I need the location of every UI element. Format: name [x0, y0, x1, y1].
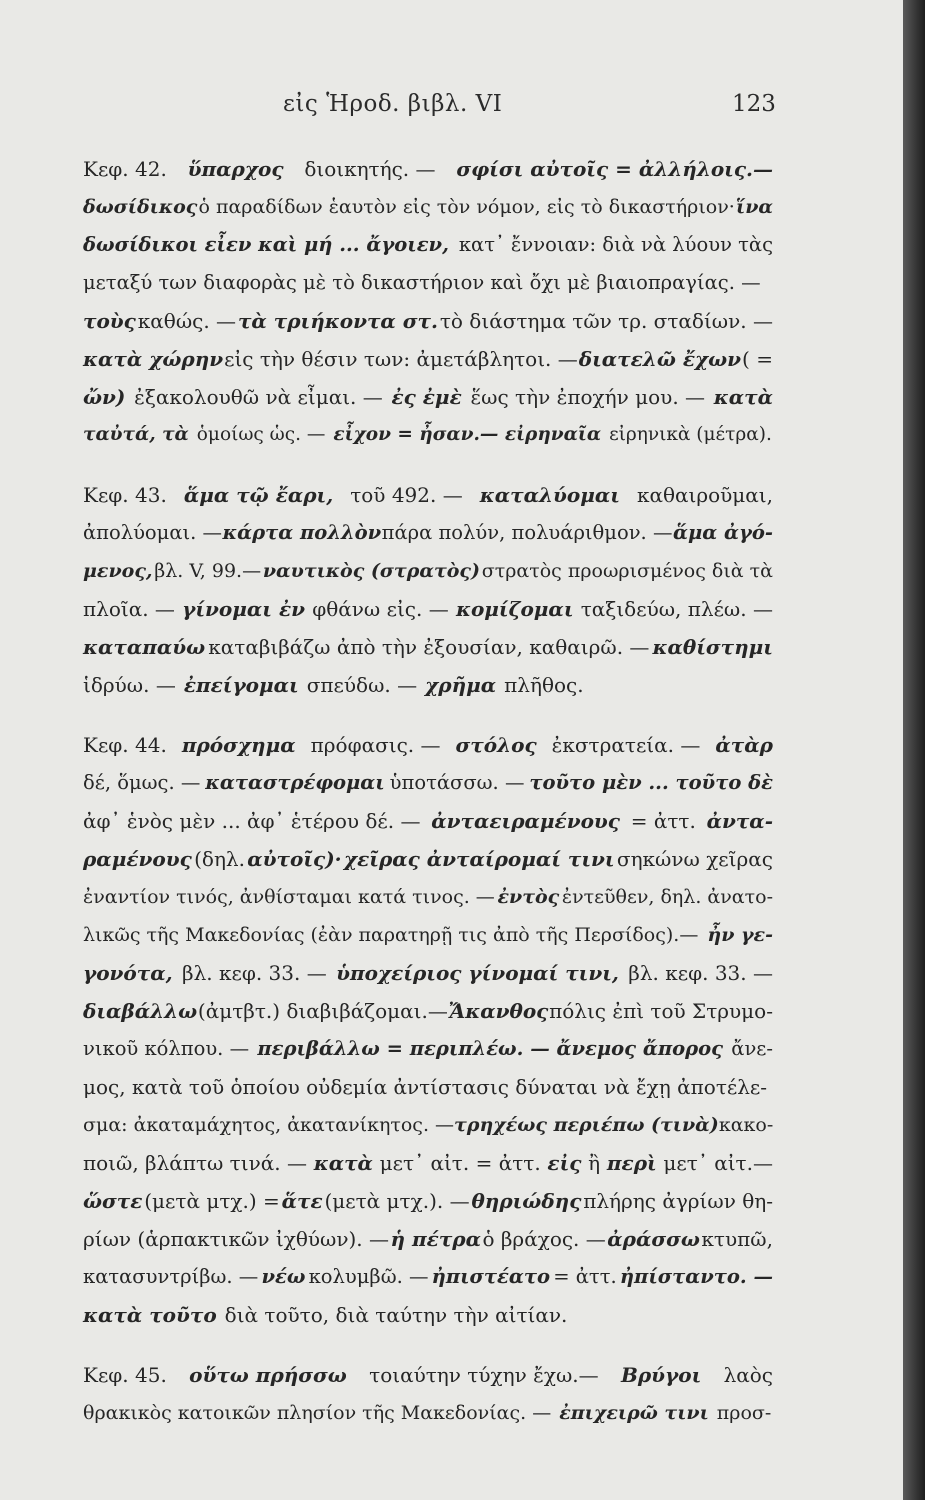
headword: ἠπίσταντο. —	[619, 1265, 773, 1288]
text-line	[83, 726, 773, 764]
gloss-text: βλ. κεφ. 33. —	[628, 961, 773, 985]
headword: κατὰ χώρην	[83, 347, 224, 371]
gloss-text: = ἀττ.	[630, 809, 696, 833]
headword: ραμένους	[83, 847, 192, 871]
gloss-text: Κεφ. 45.	[83, 1363, 167, 1387]
headword: ἀντα-	[706, 809, 773, 833]
gloss-text: πόλις ἐπὶ τοῦ Στρυμο-	[549, 999, 773, 1023]
headword: χρῆμα	[425, 673, 497, 697]
gloss-text: Κεφ. 42.	[83, 157, 167, 181]
gloss-text: τοιαύτην τύχην ἔχω.—	[369, 1363, 599, 1387]
gloss-text: (μετὰ μτχ.). —	[324, 1189, 470, 1213]
headword: αὐτοῖς)·	[247, 847, 342, 871]
text-line	[83, 1296, 773, 1334]
gloss-text: φθάνω εἰς. —	[312, 597, 449, 621]
headword: τρηχέως περιέπω (τινὰ)	[454, 1114, 719, 1136]
gloss-text: λαὸς	[723, 1363, 773, 1387]
running-title: εἰς Ἡροδ. βιβλ. VI	[283, 91, 503, 117]
headword: γονότα,	[83, 961, 173, 985]
text-line	[83, 840, 773, 878]
gloss-text: θρακικὸς κατοικῶν πλησίον τῆς Μακεδονίας. —	[83, 1402, 552, 1424]
headword: καταστρέφομαι	[205, 771, 385, 794]
headword: διατελῶ ἔχων	[578, 347, 742, 371]
page-edge	[903, 0, 925, 1500]
gloss-text: τοῦ 492. —	[350, 483, 463, 507]
headword: κατὰ τοῦτο	[83, 1303, 217, 1327]
headword: ἦν γε-	[707, 924, 773, 946]
gloss-text: ἐναντίον τινός, ἀνθίσταμαι κατά τινος. —	[83, 886, 495, 908]
headword: ἐς ἐμὲ	[391, 385, 462, 409]
text-line	[83, 1106, 773, 1144]
gloss-text: ἀφ᾽ ἑνὸς μὲν ... ἀφ᾽ ἑτέρου δέ. —	[83, 809, 421, 833]
gloss-text: κτυπῶ,	[701, 1227, 773, 1251]
headword: τοῦτο μὲν ... τοῦτο δὲ	[529, 771, 773, 794]
headword: ἠπιστέατο	[431, 1265, 551, 1288]
headword: ἅμα τῷ ἔαρι,	[183, 483, 334, 507]
headword: Βρύγοι	[620, 1363, 702, 1387]
gloss-text: πλῆθος.	[504, 673, 584, 697]
text-line	[83, 1220, 773, 1258]
gloss-text: κακο-	[718, 1114, 774, 1136]
gloss-text: ποιῶ, βλάπτω τινά. —	[83, 1151, 307, 1175]
gloss-text: ταξιδεύω, πλέω. —	[580, 597, 773, 621]
text-line	[83, 552, 773, 590]
text-line	[83, 514, 773, 552]
running-header	[0, 91, 903, 127]
gloss-text: πλοῖα. —	[83, 597, 175, 621]
text-line	[83, 992, 773, 1030]
text-line	[83, 1030, 773, 1068]
gloss-text: διὰ τοῦτο, διὰ ταύτην τὴν αἰτίαν.	[224, 1303, 568, 1327]
gloss-text: κατ᾽ ἔννοιαν: διὰ νὰ λύουν τὰς	[458, 233, 773, 256]
gloss-text: δέ, ὅμως. —	[83, 771, 201, 794]
headword: πρόσχημα	[181, 733, 296, 757]
gloss-text: καθώς. —	[137, 309, 237, 333]
gloss-text: καταβιβάζω ἀπὸ τὴν ἐξουσίαν, καθαιρῶ. —	[208, 635, 650, 659]
gloss-text: μος, κατὰ τοῦ ὁποίου οὐδεμία ἀντίστασις δύναται νὰ ἔχῃ ἀποτέλε-	[83, 1075, 768, 1099]
headword: σφίσι αὐτοῖς = ἀλλήλοις.—	[456, 157, 773, 181]
gloss-text: σπεύδω. —	[306, 673, 418, 697]
gloss-text: σμα: ἀκαταμάχητος, ἀκατανίκητος. —	[83, 1114, 455, 1136]
text-line	[83, 416, 773, 454]
text-line	[83, 802, 773, 840]
gloss-text: μετ᾽ αἰτ.—	[663, 1151, 773, 1175]
gloss-text: σηκώνω χεῖρας	[616, 847, 773, 871]
headword: ἀνταειραμένους	[431, 809, 620, 833]
headword: στόλος	[455, 733, 537, 757]
text-body	[83, 150, 773, 1454]
headword: ἐπιχειρῶ τινι	[559, 1402, 709, 1424]
headword: Ἄκανθος	[448, 999, 549, 1023]
headword: τοὺς	[83, 309, 136, 333]
gloss-text: μετ᾽ αἰτ. = ἀττ.	[379, 1151, 541, 1175]
gloss-text: ( =	[742, 347, 773, 371]
text-line	[83, 1182, 773, 1220]
headword: περὶ	[606, 1151, 657, 1175]
headword: ὤν)	[83, 385, 126, 409]
paragraph	[83, 726, 773, 1334]
text-line	[83, 476, 773, 514]
gloss-text: ἐξακολουθῶ νὰ εἶμαι. —	[134, 385, 383, 409]
gloss-text: εἰρηνικὰ (μέτρα).	[609, 424, 772, 445]
text-line	[83, 1068, 773, 1106]
headword: ἀράσσω	[607, 1227, 700, 1251]
headword: κατὰ	[713, 385, 773, 409]
headword: δωσίδικος	[83, 196, 198, 218]
headword: κάρτα πολλὸν	[222, 521, 382, 544]
text-line	[83, 590, 773, 628]
text-line	[83, 302, 773, 340]
gloss-text: ἕως τὴν ἐποχήν μου. —	[470, 385, 706, 409]
headword: οὕτω πρήσσω	[189, 1363, 347, 1387]
headword: ἀτὰρ	[715, 733, 773, 757]
gloss-text: τὸ διάστημα τῶν τρ. σταδίων. —	[439, 309, 773, 333]
gloss-text: ἢ	[588, 1151, 601, 1175]
headword: καθίστημι	[652, 635, 773, 659]
text-line	[83, 226, 773, 264]
gloss-text: καθαιροῦμαι,	[636, 483, 773, 507]
gloss-text: πλήρης ἀγρίων θη-	[583, 1189, 773, 1213]
headword: ἐντὸς	[497, 886, 560, 908]
gloss-text: Κεφ. 44.	[83, 733, 167, 757]
gloss-text: πρόφασις. —	[310, 733, 441, 757]
gloss-text: (μετὰ μτχ.) =	[144, 1189, 280, 1213]
gloss-text: ἀπολύομαι. —	[83, 521, 223, 544]
headword: εἰς	[547, 1151, 582, 1175]
headword: ναυτικὸς (στρατὸς)	[262, 560, 480, 582]
headword: δωσίδικοι εἶεν καὶ μή ... ἄγοιεν,	[83, 233, 449, 256]
headword: ὕπαρχος	[187, 157, 284, 181]
gloss-text: νικοῦ κόλπου. —	[83, 1037, 250, 1060]
gloss-text: προσ-	[716, 1402, 772, 1424]
headword: τὰ τριήκοντα στ.	[237, 309, 438, 333]
gloss-text: = ἀττ.	[553, 1265, 617, 1288]
headword: θηριώδης	[471, 1189, 582, 1213]
gloss-text: (ἀμτβτ.) διαβιβάζομαι.—	[197, 999, 448, 1023]
text-line	[83, 666, 773, 704]
gloss-text: ἄνε-	[731, 1037, 773, 1060]
gloss-text: ὁ παραδίδων ἑαυτὸν εἰς τὸν νόμον, εἰς τὸ δικαστήριον·	[198, 196, 735, 218]
gloss-text: (δηλ.	[194, 847, 245, 871]
headword: καταπαύω	[83, 635, 206, 659]
text-line	[83, 1394, 773, 1432]
headword: περιβάλλω = περιπλέω. — ἄνεμος ἄπορος	[257, 1037, 723, 1060]
text-line	[83, 878, 773, 916]
text-line	[83, 378, 773, 416]
gloss-text: ἱδρύω. —	[83, 673, 176, 697]
gloss-text: διοικητής. —	[304, 157, 436, 181]
text-line	[83, 628, 773, 666]
headword: νέω	[261, 1265, 306, 1288]
headword: κομίζομαι	[455, 597, 574, 621]
gloss-text: βλ. V, 99.—	[154, 560, 262, 582]
text-line	[83, 340, 773, 378]
gloss-text: κολυμβῶ. —	[308, 1265, 429, 1288]
gloss-text: κατασυντρίβω. —	[83, 1265, 259, 1288]
headword: ὑποχείριος γίνομαί τινι,	[336, 961, 619, 985]
headword: μενος,	[83, 560, 153, 582]
paragraph	[83, 1356, 773, 1432]
text-line	[83, 188, 773, 226]
gloss-text: λικῶς τῆς Μακεδονίας (ἐὰν παρατηρῇ τις ἀπὸ τῆς Περσίδος).—	[83, 924, 699, 946]
headword: ἐπείγομαι	[183, 673, 299, 697]
text-line	[83, 1258, 773, 1296]
gloss-text: ἐκστρατεία. —	[551, 733, 701, 757]
headword: ἵνα	[736, 196, 773, 218]
text-line	[83, 954, 773, 992]
headword: γίνομαι ἐν	[182, 597, 305, 621]
gloss-text: ἐντεῦθεν, δηλ. ἀνατο-	[561, 886, 773, 908]
text-line	[83, 764, 773, 802]
paragraph	[83, 150, 773, 454]
text-line	[83, 150, 773, 188]
headword: ἡ πέτρα	[390, 1227, 481, 1251]
headword: ἅτε	[281, 1189, 323, 1213]
gloss-text: ὁ βράχος. —	[482, 1227, 606, 1251]
gloss-text: εἰς τὴν θέσιν των: ἀμετάβλητοι. —	[224, 347, 578, 371]
headword: ἅμα ἀγό-	[672, 521, 773, 544]
text-line	[83, 264, 773, 302]
headword: εἶχον = ἦσαν.— εἰρηναῖα	[333, 424, 602, 445]
text-line	[83, 1144, 773, 1182]
headword: διαβάλλω	[83, 999, 198, 1023]
gloss-text: πάρα πολύν, πολυάριθμον. —	[381, 521, 673, 544]
gloss-text: βλ. κεφ. 33. —	[182, 961, 327, 985]
gloss-text: ὁμοίως ὡς. —	[196, 424, 326, 445]
headword: ταὐτά, τὰ	[83, 424, 189, 445]
text-line	[83, 916, 773, 954]
gloss-text: ρίων (ἁρπακτικῶν ἰχθύων). —	[83, 1227, 390, 1251]
page-number: 123	[732, 91, 776, 117]
headword: ὥστε	[83, 1189, 143, 1213]
headword: χεῖρας ἀνταίρομαί τινι	[343, 847, 615, 871]
headword: καταλύομαι	[479, 483, 620, 507]
headword: κατὰ	[313, 1151, 373, 1175]
gloss-text: Κεφ. 43.	[83, 483, 167, 507]
paragraph	[83, 476, 773, 704]
gloss-text: μεταξύ των διαφορὰς μὲ τὸ δικαστήριον καὶ ὄχι μὲ βιαιοπραγίας. —	[83, 271, 761, 294]
text-line	[83, 1356, 773, 1394]
gloss-text: ὑποτάσσω. —	[389, 771, 525, 794]
gloss-text: στρατὸς προωρισμένος διὰ τὰ	[481, 560, 773, 582]
